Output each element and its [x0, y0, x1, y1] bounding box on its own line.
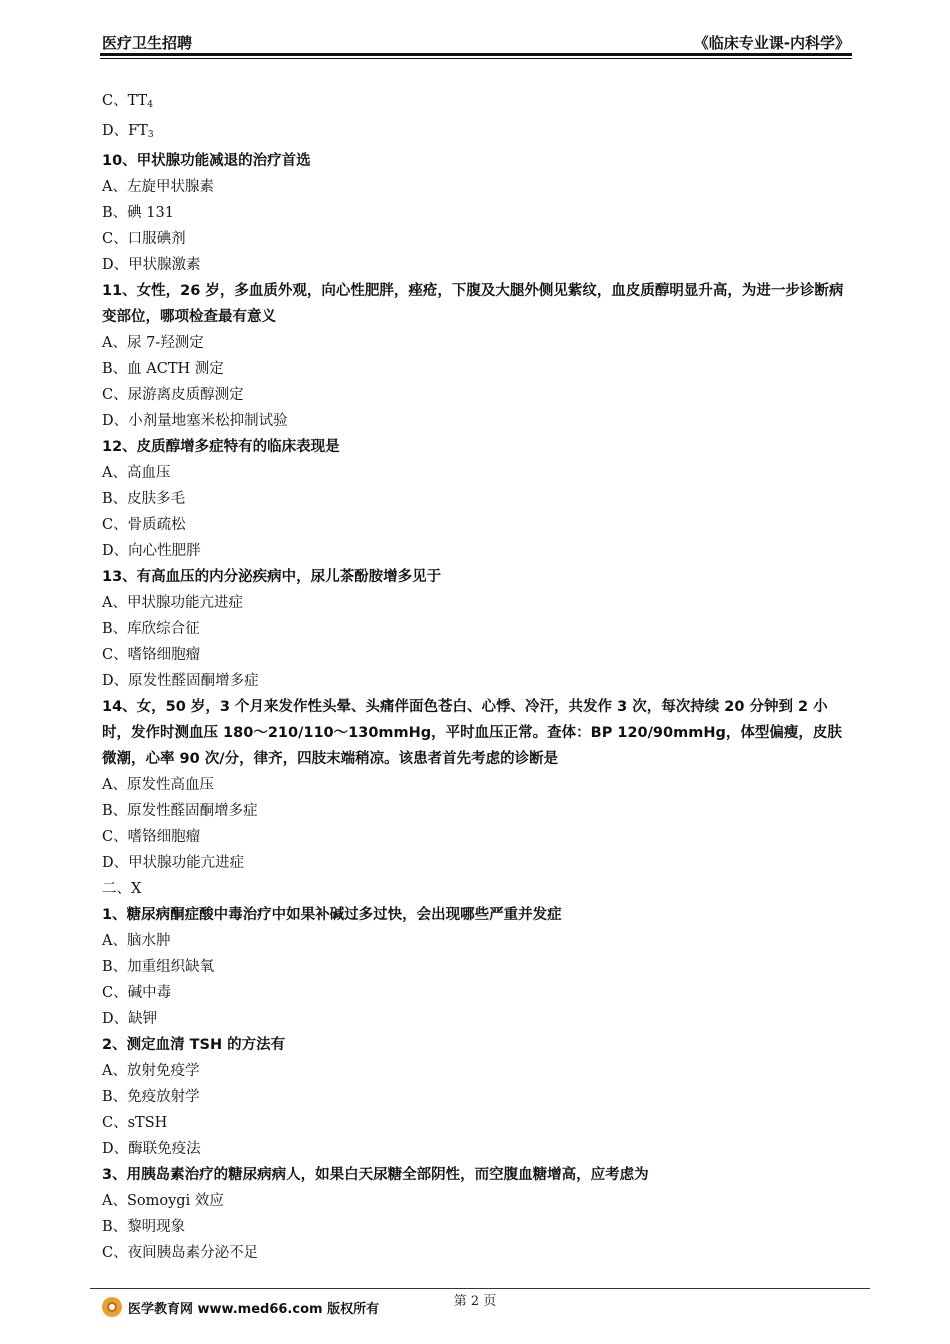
- brand-logo-icon: [102, 1297, 122, 1317]
- option-line: D、小剂量地塞米松抑制试验: [102, 413, 288, 429]
- question-x2: 2、测定血清 TSH 的方法有: [102, 1037, 286, 1053]
- option-line: C、尿游离皮质醇测定: [102, 387, 244, 403]
- question-11: 11、女性，26 岁，多血质外观，向心性肥胖，痤疮，下腹及大腿外侧见紫纹，血皮质醇明显升高，为进一步诊断病变部位，哪项检查最有意义: [102, 283, 844, 325]
- option-line: C、嗜铬细胞瘤: [102, 829, 201, 845]
- option-line: B、库欣综合征: [102, 621, 200, 637]
- option-line: D、$FT_3$: [102, 123, 154, 140]
- document-body: [102, 88, 854, 1266]
- option-line: C、sTSH: [102, 1115, 168, 1131]
- option-line: C、嗜铬细胞瘤: [102, 647, 201, 663]
- header-rule-thick: [100, 53, 852, 56]
- footer-brand: [102, 1296, 379, 1318]
- section-heading: 二、X: [102, 881, 142, 897]
- page-header: [102, 32, 850, 54]
- option-line: B、碘 131: [102, 205, 174, 221]
- footer-rule: [90, 1288, 870, 1289]
- option-line: C、口服碘剂: [102, 231, 186, 247]
- page-number: 第 2 页: [453, 1294, 497, 1309]
- option-line: B、血 ACTH 测定: [102, 361, 224, 377]
- question-x1: 1、糖尿病酮症酸中毒治疗中如果补碱过多过快，会出现哪些严重并发症: [102, 907, 562, 923]
- question-13: 13、有高血压的内分泌疾病中，尿儿茶酚胺增多见于: [102, 569, 442, 585]
- option-line: A、脑水肿: [102, 933, 171, 949]
- brand-text: 医学教育网 www.med66.com 版权所有: [128, 1301, 380, 1317]
- option-line: B、皮肤多毛: [102, 491, 186, 507]
- option-line: D、甲状腺激素: [102, 257, 201, 273]
- option-line: B、免疫放射学: [102, 1089, 200, 1105]
- header-left-title: 医疗卫生招聘: [102, 34, 193, 52]
- option-line: D、原发性醛固酮增多症: [102, 673, 259, 689]
- option-line: A、尿 7-羟测定: [102, 335, 204, 351]
- option-line: A、左旋甲状腺素: [102, 179, 214, 195]
- header-rule-thin: [100, 58, 852, 59]
- header-right-title: 《临床专业课-内科学》: [693, 34, 850, 52]
- option-line: C、夜间胰岛素分泌不足: [102, 1245, 259, 1261]
- option-line: A、高血压: [102, 465, 171, 481]
- option-line: A、甲状腺功能亢进症: [102, 595, 243, 611]
- option-line: B、加重组织缺氧: [102, 959, 215, 975]
- option-line: C、骨质疏松: [102, 517, 186, 533]
- option-line: D、向心性肥胖: [102, 543, 201, 559]
- option-line: D、缺钾: [102, 1011, 158, 1027]
- option-line: C、碱中毒: [102, 985, 172, 1001]
- option-line: A、放射免疫学: [102, 1063, 200, 1079]
- question-10: 10、甲状腺功能减退的治疗首选: [102, 153, 311, 169]
- option-line: D、甲状腺功能亢进症: [102, 855, 245, 871]
- question-14: 14、女，50 岁，3 个月来发作性头晕、头痛伴面色苍白、心悸、冷汗，共发作 3 次，每次持续 20 分钟到 2 小时，发作时测血压 180～210/110～130mmHg，平时血压正常。查体：BP 120/90mmHg，体型偏瘦，皮肤微潮，心率 90 次/分，律齐，四肢末端稍凉。该患者首先考虑的诊断是: [102, 699, 842, 767]
- question-12: 12、皮质醇增多症特有的临床表现是: [102, 439, 340, 455]
- option-line: B、黎明现象: [102, 1219, 186, 1235]
- option-line: C、$TT_4$: [102, 93, 153, 110]
- option-line: D、酶联免疫法: [102, 1141, 201, 1157]
- option-line: A、原发性高血压: [102, 777, 214, 793]
- question-x3: 3、用胰岛素治疗的糖尿病病人，如果白天尿糖全部阴性，而空腹血糖增高，应考虑为: [102, 1167, 649, 1183]
- option-line: B、原发性醛固酮增多症: [102, 803, 258, 819]
- option-line: A、Somoygi 效应: [102, 1193, 224, 1209]
